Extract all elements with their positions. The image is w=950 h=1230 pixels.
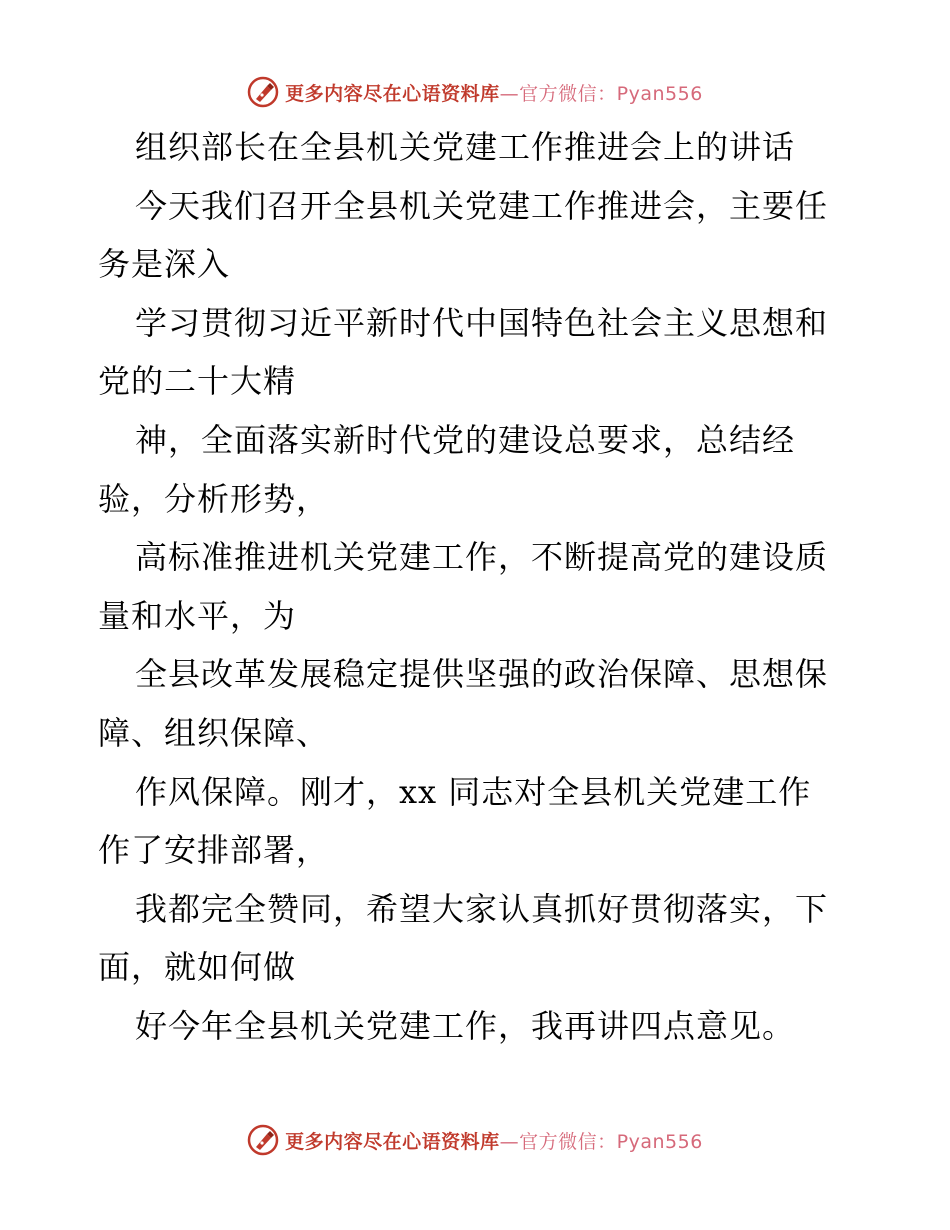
footer-banner-main: 更多内容尽在心语资料库 [285, 1130, 500, 1153]
header-banner [0, 72, 950, 112]
footer-banner-contact: —官方微信：Pyan556 [499, 1130, 703, 1153]
pen-nib-logo-icon [247, 76, 279, 108]
document-title: 组织部长在全县机关党建工作推进会上的讲话 [135, 128, 796, 166]
document-body [98, 118, 878, 1056]
paragraph-line: 作了安排部署， [98, 831, 330, 870]
footer-banner-text [285, 1127, 703, 1154]
paragraph-line: 验，分析形势， [98, 479, 330, 518]
footer-banner [0, 1120, 950, 1160]
paragraph-line: 面，就如何做 [98, 948, 297, 987]
paragraph-line: 学习贯彻习近平新时代中国特色社会主义思想和 [135, 303, 829, 342]
paragraph-line: 高标准推进机关党建工作，不断提高党的建设质 [135, 538, 829, 577]
paragraph-line: 务是深入 [98, 245, 231, 284]
paragraph-line: 好今年全县机关党建工作，我再讲四点意见。 [135, 1006, 796, 1045]
paragraph-line: 我都完全赞同，希望大家认真抓好贯彻落实，下 [135, 889, 829, 928]
header-banner-contact: —官方微信：Pyan556 [499, 82, 703, 105]
paragraph-line: 神，全面落实新时代党的建设总要求，总结经 [135, 420, 796, 459]
paragraph-line: 全县改革发展稳定提供坚强的政治保障、思想保 [135, 655, 829, 694]
header-banner-text [285, 79, 703, 106]
paragraph-line: 作风保障。刚才，xx 同志对全县机关党建工作 [135, 772, 812, 811]
paragraph-line: 障、组织保障、 [98, 713, 330, 752]
paragraph-line: 党的二十大精 [98, 362, 297, 401]
paragraph-line: 量和水平，为 [98, 596, 297, 635]
paragraph-line: 今天我们召开全县机关党建工作推进会，主要任 [135, 186, 829, 225]
pen-nib-logo-icon [247, 1124, 279, 1156]
header-banner-main: 更多内容尽在心语资料库 [285, 82, 500, 105]
